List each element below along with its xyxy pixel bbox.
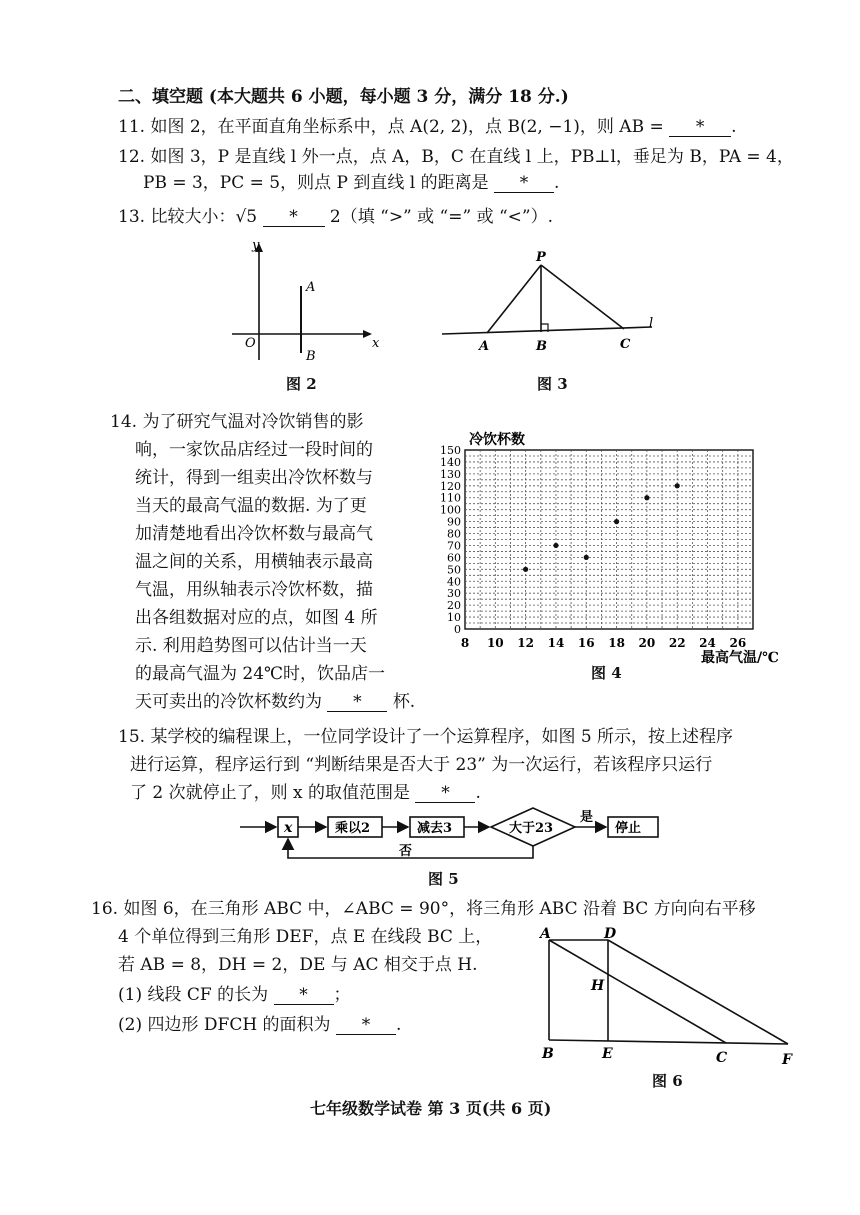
question-12-line2 [143,172,559,194]
figure-6 [530,918,800,1073]
chart-data-point [584,555,589,560]
fig6-point-e: E [602,1046,613,1062]
chart-x-tick-label: 8 [460,636,470,650]
page-footer: 七年级数学试卷 第 3 页(共 6 页) [310,1099,552,1118]
chart-x-tick-label: 22 [668,636,686,650]
chart-y-tick-label: 10 [447,611,461,625]
fig6-point-b: B [542,1046,554,1062]
q15-answer-blank[interactable]: * [415,784,475,803]
fig5-caption: 图 5 [428,870,459,888]
fig2-x-label: x [372,336,380,351]
flow-decision-label: 大于23 [509,821,554,836]
chart-y-tick-label: 0 [454,623,461,636]
chart-y-tick-label: 70 [447,539,461,553]
fig6-caption: 图 6 [652,1072,683,1090]
segment-pa [487,265,541,333]
question-12-line1: 12. 如图 3，P 是直线 l 外一点，点 A，B，C 在直线 l 上，PB⊥l，垂足为 B，PA = 4， [118,147,794,167]
segment-bf [549,1040,788,1044]
chart-y-tick-label: 110 [440,491,461,505]
chart-y-tick-label: 50 [447,563,461,577]
flow-no-label: 否 [399,844,413,859]
q14-line: 气温，用纵轴表示冷饮杯数，描 [135,580,373,600]
fig6-point-f: F [782,1052,792,1068]
q14-line: 统计，得到一组卖出冷饮杯数与 [135,468,373,488]
q16-sub1-end: ； [333,985,351,1005]
chart-y-tick-label: 30 [447,587,461,601]
chart-x-tick-label: 18 [608,636,625,650]
fig3-point-c: C [620,337,631,352]
q14-answer-blank[interactable]: * [327,693,387,712]
chart-y-tick-label: 120 [440,479,461,493]
fig4-caption: 图 4 [591,664,622,682]
segment-ac [549,940,726,1043]
chart-x-tick-label: 16 [577,636,595,650]
q12-end: . [554,173,560,193]
line-l [442,327,652,334]
q14-line: 示. 利用趋势图可以估计当一天 [135,636,367,656]
q14-line: 出各组数据对应的点，如图 4 所 [135,608,378,628]
flow-x-label: x [284,820,293,836]
fig3-point-a: A [479,339,490,354]
flow-stop-label: 停止 [615,821,642,836]
chart-data-point [553,543,558,548]
flow-subtract-label: 减去3 [417,821,453,836]
chart-y-label: 冷饮杯数 [469,432,525,448]
q14-line: 加清楚地看出冷饮杯数与最高气 [135,524,373,544]
fig2-point-b: B [306,349,316,364]
question-11 [118,116,737,138]
chart-y-tick-label: 140 [440,455,461,469]
flow-yes-label: 是 [580,810,594,825]
fig2-origin-label: O [245,336,256,351]
q15-text: 了 2 次就停止了，则 x 的取值范围是 [130,783,411,803]
q14-end: 杯. [392,692,416,712]
chart-y-tick-label: 130 [440,467,461,481]
chart-y-tick-label: 40 [447,575,461,589]
q14-line: 14. 为了研究气温对冷饮销售的影 [110,412,364,432]
fig3-point-p: P [536,250,546,265]
q16-sub1-text: (1) 线段 CF 的长为 [118,985,269,1005]
q13-text-b: 2（填 “>” 或 “=” 或 “<”）. [329,207,554,227]
fig6-point-d: D [604,926,617,942]
fig2-caption: 图 2 [286,375,317,393]
segment-df [608,940,788,1044]
question-16-line2: 4 个单位得到三角形 DEF，点 E 在线段 BC 上， [118,927,493,947]
question-15-line3 [130,782,481,804]
chart-y-tick-label: 90 [447,515,461,529]
chart-data-point [675,483,680,488]
chart-x-tick-label: 12 [517,636,534,650]
figure-4-chart [425,420,795,670]
question-16-line3: 若 AB = 8，DH = 2，DE 与 AC 相交于点 H. [118,955,478,975]
q16-sub1-answer-blank[interactable]: * [274,986,334,1005]
figure-2 [222,235,392,370]
chart-ticks [440,444,746,650]
chart-y-tick-label: 150 [440,444,461,457]
q11-end: . [731,117,737,137]
chart-x-label: 最高气温/℃ [701,650,779,666]
x-axis-arrow-icon [363,330,372,338]
q14-last-text: 天可卖出的冷饮杯数约为 [135,692,322,712]
q14-line: 当天的最高气温的数据. 为了更 [135,496,367,516]
q16-sub2-end: . [395,1015,402,1035]
chart-x-tick-label: 20 [638,636,656,650]
figure-3 [436,244,676,359]
chart-grid [465,450,753,629]
fig3-point-b: B [536,339,547,354]
chart-y-tick-label: 100 [440,503,461,517]
fig6-point-c: C [716,1050,728,1066]
segment-pc [541,265,624,329]
fig6-point-h: H [591,978,605,994]
chart-x-tick-label: 14 [547,636,565,650]
q14-lines [110,408,415,688]
chart-x-tick-label: 24 [699,636,716,650]
question-16-line1: 16. 如图 6，在三角形 ABC 中，∠ABC = 90°，将三角形 ABC 沿着 BC 方向向右平移 [91,899,756,919]
q15-end: . [475,783,481,803]
chart-y-tick-label: 20 [447,599,461,613]
chart-x-tick-label: 10 [486,636,504,650]
figure-5-flowchart [236,806,676,868]
fig3-caption: 图 3 [537,375,568,393]
question-16-sub1 [118,984,351,1006]
question-15-line2: 进行运算，程序运行到 “判断结果是否大于 23” 为一次运行，若该程序只运行 [130,755,713,775]
q13-text-a: 13. 比较大小：√5 [118,207,258,227]
q12-text: PB = 3，PC = 5，则点 P 到直线 l 的距离是 [143,173,489,193]
fig2-y-label: y [252,238,260,253]
section-heading: 二、填空题 (本大题共 6 小题，每小题 3 分，满分 18 分.) [118,87,569,107]
chart-data-point [644,495,649,500]
question-13 [118,206,553,228]
q11-text: 11. 如图 2，在平面直角坐标系中，点 A(2, 2)，点 B(2, −1)，则 AB = [118,117,664,137]
question-14 [110,408,415,716]
q14-last-line [135,688,415,716]
fig2-point-a: A [306,280,316,295]
flow-multiply-label: 乘以2 [335,821,371,836]
fig3-line-label: l [649,316,654,331]
fig6-point-a: A [540,926,551,942]
chart-data-point [614,519,619,524]
question-16-sub2 [118,1014,401,1036]
q16-sub2-answer-blank[interactable]: * [336,1016,396,1035]
q14-line: 响，一家饮品店经过一段时间的 [135,440,373,460]
question-15-line1: 15. 某学校的编程课上，一位同学设计了一个运算程序，如图 5 所示，按上述程序 [118,727,734,747]
q11-answer-blank[interactable]: * [669,118,731,137]
q14-line: 的最高气温为 24℃时，饮品店一 [135,664,386,684]
q14-line: 温之间的关系，用横轴表示最高 [135,552,373,572]
chart-y-tick-label: 60 [447,551,461,565]
q12-answer-blank[interactable]: * [494,174,554,193]
q13-answer-blank[interactable]: * [263,208,325,227]
chart-data-point [523,567,528,572]
chart-x-tick-label: 26 [729,636,747,650]
chart-y-tick-label: 80 [447,527,461,541]
q16-sub2-text: (2) 四边形 DFCH 的面积为 [118,1015,331,1035]
